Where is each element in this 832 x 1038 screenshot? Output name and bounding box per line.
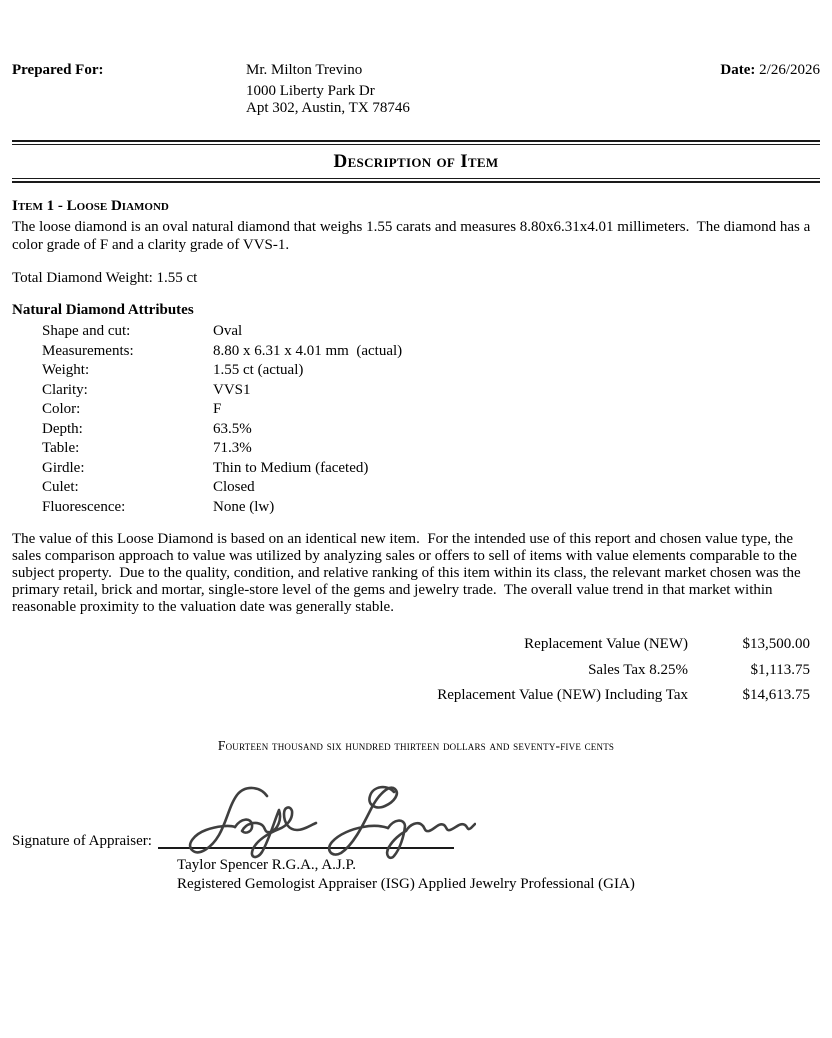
attribute-value: 8.80 x 6.31 x 4.01 mm (actual) (213, 342, 403, 359)
table-row (42, 420, 820, 440)
date-label: Date: (720, 62, 756, 78)
signature-row (12, 833, 820, 850)
table-row (42, 361, 820, 381)
attribute-value: 71.3% (213, 440, 252, 456)
attributes-heading: Natural Diamond Attributes (12, 302, 194, 318)
total-diamond-weight: Total Diamond Weight: 1.55 ct (12, 270, 198, 286)
appraiser-name: Taylor Spencer R.G.A., A.J.P. (177, 857, 356, 873)
attribute-value: 63.5% (213, 420, 252, 437)
top-divider-rule (12, 140, 820, 145)
table-row (42, 498, 820, 518)
attribute-label: Fluorescence: (42, 498, 126, 515)
recipient-block (246, 62, 720, 117)
handwritten-signature (176, 783, 476, 861)
recipient-name: Mr. Milton Trevino (246, 62, 363, 78)
section-title: Description of Item (333, 151, 499, 172)
attribute-label: Girdle: (42, 459, 85, 476)
replacement-value-label: Replacement Value (NEW) (524, 636, 688, 652)
attribute-label: Weight: (42, 362, 90, 378)
sales-tax-amount: $1,113.75 (750, 661, 810, 678)
signature-line (158, 847, 454, 849)
table-row (42, 342, 820, 362)
table-row (42, 439, 820, 459)
sales-tax-label: Sales Tax 8.25% (588, 661, 688, 678)
valuation-narrative: The value of this Loose Diamond is based on an identical new item. For the intended use of this report and chosen value type, the sales comparison approach to value was utilized by analyzing sales or offers to sell of items with value elements comparable to the subject property. Due to the quality, condition, and relative ranking of this item within its class, the relevant market chosen was the primary retail, brick and mortar, single-store level of the gems and jewelry trade. The overall value trend in that market within reasonable proximity to the valuation date was generally stable. (12, 531, 805, 615)
attribute-label: Table: (42, 440, 80, 456)
bottom-divider-rule (12, 178, 820, 183)
attribute-label: Measurements: (42, 342, 134, 359)
attribute-label: Depth: (42, 420, 83, 437)
table-row (12, 687, 820, 704)
attribute-value: Oval (213, 323, 243, 339)
table-row (42, 322, 820, 342)
document-header (12, 62, 820, 117)
attribute-value: F (213, 401, 222, 417)
item-description: The loose diamond is an oval natural diamond that weighs 1.55 carats and measures 8.80x6.31x4.01 millimeters. The diamond has a color grade of F and a clarity grade of VVS-1. (12, 219, 815, 253)
table-row (42, 400, 820, 420)
item-heading: Item 1 - Loose Diamond (12, 198, 169, 214)
attribute-value: VVS1 (213, 381, 251, 398)
table-row (12, 636, 820, 653)
table-row (42, 381, 820, 401)
attribute-value: Closed (213, 479, 255, 495)
attribute-value: 1.55 ct (actual) (213, 362, 304, 378)
valuation-rows (12, 636, 820, 704)
recipient-address-line1: 1000 Liberty Park Dr (246, 83, 375, 99)
attribute-label: Culet: (42, 479, 79, 495)
attribute-label: Clarity: (42, 381, 88, 398)
replacement-value-incl-tax-label: Replacement Value (NEW) Including Tax (437, 687, 688, 703)
table-row (42, 459, 820, 479)
date-block (720, 62, 820, 79)
attribute-label: Color: (42, 401, 81, 417)
attributes-table (12, 322, 820, 517)
prepared-for-label: Prepared For: (12, 62, 104, 78)
table-row (12, 662, 820, 679)
attribute-value: Thin to Medium (faceted) (213, 459, 369, 476)
amount-in-words: Fourteen thousand six hundred thirteen dollars and seventy-five cents (217, 738, 615, 753)
date-value: 2/26/2026 (759, 62, 820, 78)
table-row (42, 478, 820, 498)
replacement-value-amount: $13,500.00 (742, 636, 810, 652)
attribute-value: None (lw) (213, 498, 275, 515)
attribute-label: Shape and cut: (42, 323, 131, 339)
recipient-address-line2: Apt 302, Austin, TX 78746 (246, 100, 410, 116)
appraiser-credentials: Registered Gemologist Appraiser (ISG) Applied Jewelry Professional (GIA) (177, 876, 635, 892)
replacement-value-incl-tax-amount: $14,613.75 (742, 687, 810, 703)
signature-of-appraiser-label: Signature of Appraiser: (12, 833, 152, 849)
